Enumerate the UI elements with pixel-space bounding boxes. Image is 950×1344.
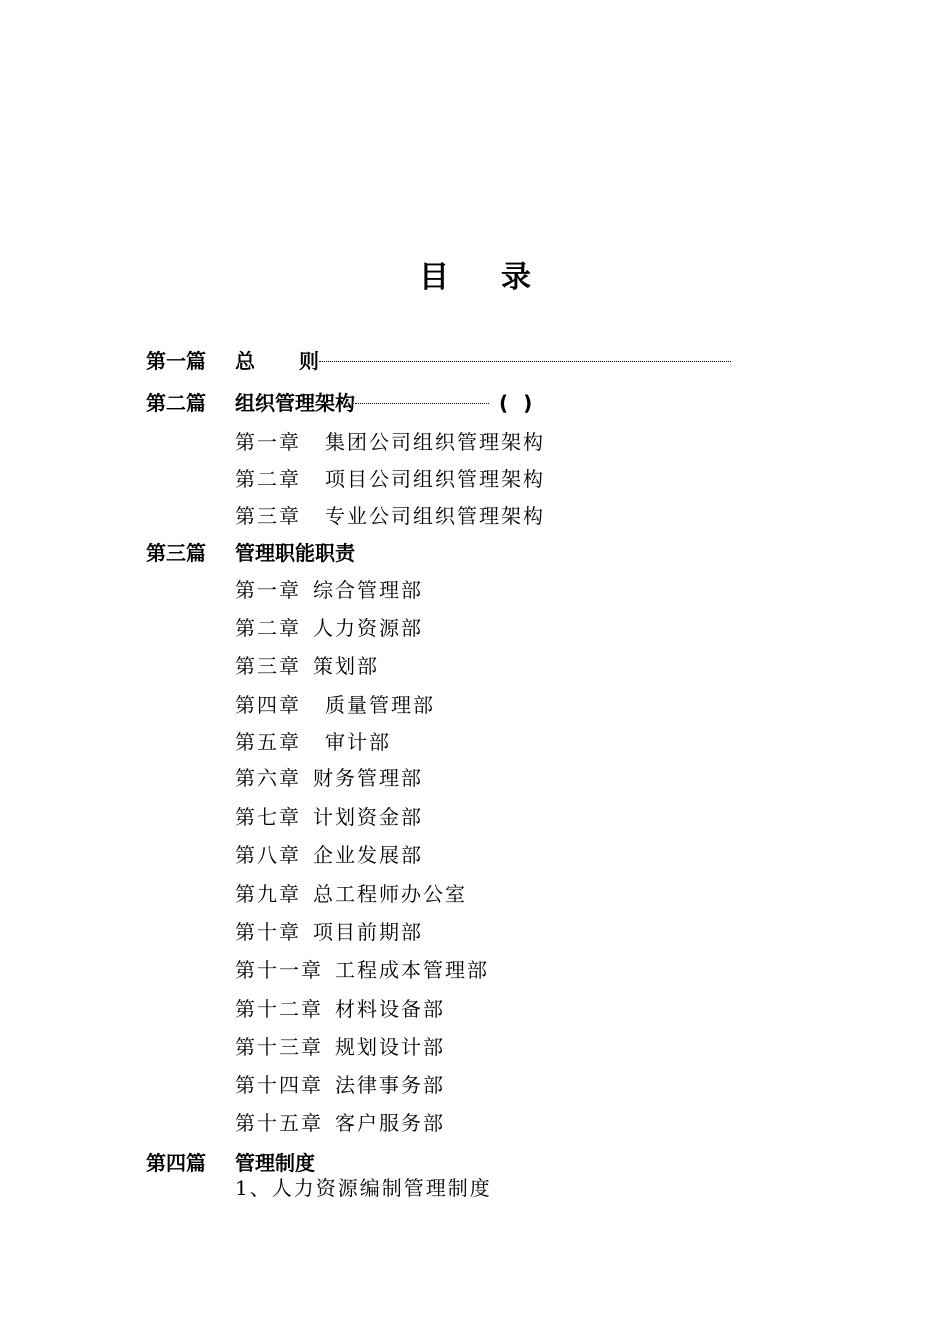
part-number: 第三篇: [146, 541, 206, 565]
toc-chapter[interactable]: [235, 574, 423, 603]
chapter-number: 第一章: [235, 430, 301, 454]
toc-chapter[interactable]: [235, 916, 423, 945]
chapter-title: 总工程师办公室: [313, 882, 467, 906]
toc-item[interactable]: [235, 1172, 492, 1201]
toc-chapter[interactable]: [235, 612, 423, 641]
chapter-title: 质量管理部: [325, 693, 435, 717]
part-title: 管理制度: [235, 1151, 315, 1175]
chapter-title: 项目公司组织管理架构: [325, 467, 545, 491]
chapter-number: 第三章: [235, 654, 301, 678]
toc-part-2[interactable]: [146, 387, 536, 416]
part-title: 组织管理架构: [235, 391, 355, 415]
toc-chapter[interactable]: [235, 426, 545, 455]
chapter-number: 第二章: [235, 616, 301, 640]
part-number: 第四篇: [146, 1151, 206, 1175]
part-number: 第一篇: [146, 349, 206, 373]
toc-chapter[interactable]: [235, 1107, 445, 1136]
chapter-title: 审计部: [325, 730, 391, 754]
chapter-number: 第十五章: [235, 1111, 323, 1135]
chapter-title: 人力资源部: [313, 616, 423, 640]
chapter-number: 第十一章: [235, 958, 323, 982]
toc-chapter[interactable]: [235, 726, 391, 755]
chapter-title: 策划部: [313, 654, 379, 678]
toc-chapter[interactable]: [235, 650, 379, 679]
chapter-title: 项目前期部: [313, 920, 423, 944]
chapter-title: 计划资金部: [313, 805, 423, 829]
toc-chapter[interactable]: [235, 954, 489, 983]
toc-part-1[interactable]: [146, 345, 731, 374]
toc-chapter[interactable]: [235, 993, 445, 1022]
part-number: 第二篇: [146, 391, 206, 415]
page-reference: ( ): [499, 391, 537, 415]
chapter-number: 第七章: [235, 805, 301, 829]
chapter-title: 综合管理部: [313, 578, 423, 602]
toc-chapter[interactable]: [235, 839, 423, 868]
chapter-number: 第九章: [235, 882, 301, 906]
toc-chapter[interactable]: [235, 762, 423, 791]
chapter-title: 集团公司组织管理架构: [325, 430, 545, 454]
page-title: 目录: [419, 260, 583, 295]
chapter-number: 第五章: [235, 730, 301, 754]
item-title: 1、人力资源编制管理制度: [235, 1176, 492, 1200]
chapter-number: 第十章: [235, 920, 301, 944]
chapter-title: 企业发展部: [313, 843, 423, 867]
chapter-title: 财务管理部: [313, 766, 423, 790]
toc-chapter[interactable]: [235, 801, 423, 830]
toc-chapter[interactable]: [235, 689, 435, 718]
chapter-number: 第二章: [235, 467, 301, 491]
chapter-title: 规划设计部: [335, 1035, 445, 1059]
chapter-number: 第六章: [235, 766, 301, 790]
part-title: 管理职能职责: [235, 541, 355, 565]
chapter-number: 第十四章: [235, 1073, 323, 1097]
chapter-title: 客户服务部: [335, 1111, 445, 1135]
toc-chapter[interactable]: [235, 500, 545, 529]
toc-part-3[interactable]: [146, 537, 355, 566]
chapter-title: 材料设备部: [335, 997, 445, 1021]
dot-leader: [355, 402, 489, 404]
chapter-title: 专业公司组织管理架构: [325, 504, 545, 528]
toc-chapter[interactable]: [235, 1031, 445, 1060]
part-title: 总则: [235, 349, 363, 373]
dot-leader: [319, 360, 731, 362]
chapter-number: 第八章: [235, 843, 301, 867]
chapter-number: 第十二章: [235, 997, 323, 1021]
chapter-number: 第四章: [235, 693, 301, 717]
chapter-number: 第十三章: [235, 1035, 323, 1059]
chapter-title: 工程成本管理部: [335, 958, 489, 982]
toc-chapter[interactable]: [235, 1069, 445, 1098]
toc-chapter[interactable]: [235, 463, 545, 492]
chapter-number: 第三章: [235, 504, 301, 528]
chapter-title: 法律事务部: [335, 1073, 445, 1097]
chapter-number: 第一章: [235, 578, 301, 602]
toc-chapter[interactable]: [235, 878, 467, 907]
